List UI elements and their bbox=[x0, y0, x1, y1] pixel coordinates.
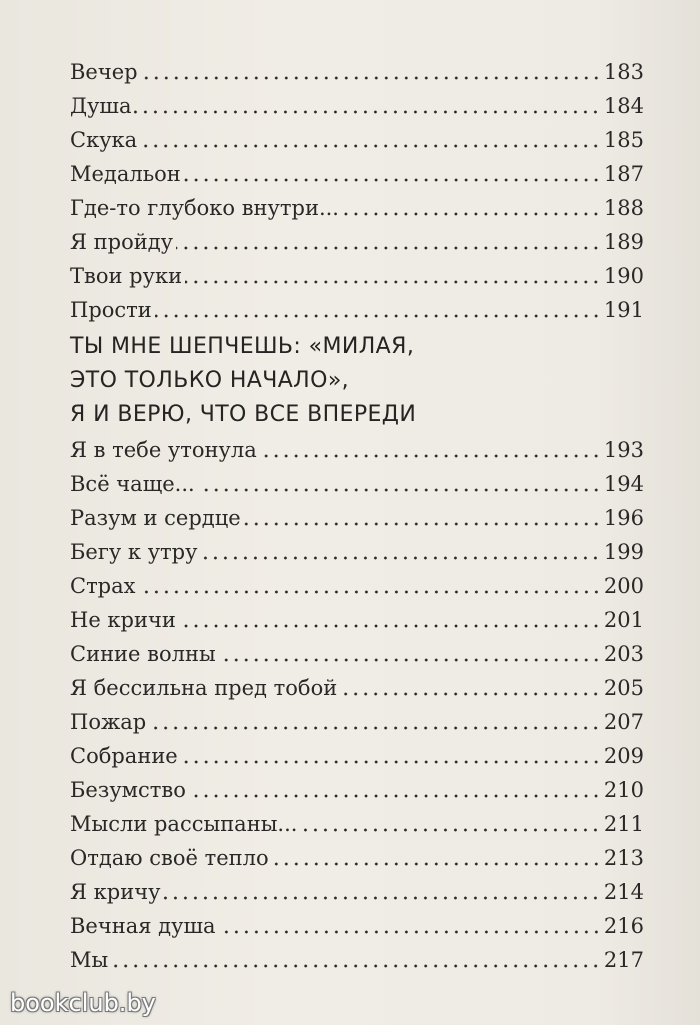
toc-entry-title: Где-то глубоко внутри... bbox=[70, 196, 339, 220]
toc-leader-dots bbox=[111, 964, 601, 968]
toc-entry-title: Твои руки bbox=[70, 264, 183, 288]
toc-leader-dots bbox=[179, 624, 601, 628]
toc-entry-page: 185 bbox=[603, 128, 644, 152]
toc-entry-page: 193 bbox=[603, 438, 644, 462]
toc-leader-dots bbox=[300, 828, 600, 832]
toc-entry-page: 209 bbox=[603, 744, 644, 768]
toc-entry-title: Безумство bbox=[70, 778, 186, 802]
toc-entry bbox=[70, 769, 644, 803]
toc-entry-title: Вечер bbox=[70, 60, 138, 84]
toc-entry-title: Бегу к утру bbox=[70, 540, 198, 564]
toc-entry-page: 187 bbox=[603, 162, 644, 186]
toc-leader-dots bbox=[340, 692, 601, 696]
toc-entry-title: Мысли рассыпаны... bbox=[70, 812, 298, 836]
toc-entry-page: 201 bbox=[603, 608, 644, 632]
toc-entry-page: 199 bbox=[603, 540, 644, 564]
toc-entry bbox=[70, 599, 644, 633]
toc-entry-title: Я кричу bbox=[70, 880, 161, 904]
toc-entry-page: 211 bbox=[603, 812, 644, 836]
toc-entry-page: 217 bbox=[603, 948, 644, 972]
toc-entry-title: Страх bbox=[70, 574, 136, 598]
toc-entry-page: 190 bbox=[603, 264, 644, 288]
toc-entry-page: 189 bbox=[603, 230, 644, 254]
toc-entry-page: 207 bbox=[603, 710, 644, 734]
toc-entry-title: Прости bbox=[70, 298, 152, 322]
toc-leader-dots bbox=[134, 110, 600, 114]
toc-entry-title: Медальон bbox=[70, 162, 181, 186]
toc-leader-dots bbox=[149, 726, 601, 730]
toc-entry-page: 183 bbox=[603, 60, 644, 84]
toc-entry bbox=[70, 735, 644, 769]
toc-leader-dots bbox=[342, 212, 601, 216]
toc-leader-dots bbox=[155, 314, 601, 318]
toc-entry bbox=[70, 837, 644, 871]
section-heading-line: ЭТО ТОЛЬКО НАЧАЛО», bbox=[70, 368, 350, 393]
toc-entry-page: 194 bbox=[603, 472, 644, 496]
toc-leader-dots bbox=[219, 658, 601, 662]
toc-entry-title: Скука bbox=[70, 128, 138, 152]
toc-entry-page: 188 bbox=[603, 196, 644, 220]
toc-entry-title: Мы bbox=[70, 948, 109, 972]
toc-entry bbox=[70, 429, 644, 463]
toc-entry-page: 200 bbox=[603, 574, 644, 598]
toc-entry-page: 216 bbox=[603, 914, 644, 938]
toc-entry bbox=[70, 255, 644, 289]
toc-entry-title: Я бессильна пред тобой bbox=[70, 676, 338, 700]
toc-leader-dots bbox=[260, 454, 601, 458]
toc-entry bbox=[70, 701, 644, 735]
toc-entry-page: 205 bbox=[603, 676, 644, 700]
toc-entry-page: 203 bbox=[603, 642, 644, 666]
toc-entry-title: Отдаю своё тепло bbox=[70, 846, 269, 870]
toc-leader-dots bbox=[184, 178, 601, 182]
toc-entry bbox=[70, 221, 644, 255]
toc-entry bbox=[70, 905, 644, 939]
toc-leader-dots bbox=[244, 522, 601, 526]
toc-entry-title: Пожар bbox=[70, 710, 147, 734]
toc-entry bbox=[70, 85, 644, 119]
toc-leader-dots bbox=[272, 862, 601, 866]
toc-entry bbox=[70, 153, 644, 187]
toc-entry-page: 213 bbox=[603, 846, 644, 870]
toc-leader-dots bbox=[163, 896, 600, 900]
toc-entry-title: Всё чаще... bbox=[70, 472, 195, 496]
toc-leader-dots bbox=[139, 590, 601, 594]
toc-entry bbox=[70, 187, 644, 221]
toc-leader-dots bbox=[141, 76, 601, 80]
toc-entry-title: Собрание bbox=[70, 744, 178, 768]
toc-leader-dots bbox=[200, 556, 600, 560]
toc-entry bbox=[70, 633, 644, 667]
section-heading-line: Я И ВЕРЮ, ЧТО ВСЕ ВПЕРЕДИ bbox=[70, 402, 417, 427]
toc-leader-dots bbox=[181, 760, 601, 764]
section-heading bbox=[70, 330, 590, 432]
toc-entry bbox=[70, 51, 644, 85]
toc-leader-dots bbox=[189, 794, 601, 798]
section-heading-line: ТЫ МНЕ ШЕПЧЕШЬ: «МИЛАЯ, bbox=[70, 334, 415, 359]
toc-entry bbox=[70, 289, 644, 323]
toc-leader-dots bbox=[185, 280, 601, 284]
toc-entry-page: 214 bbox=[603, 880, 644, 904]
toc-entry bbox=[70, 531, 644, 565]
toc-list-part-2 bbox=[70, 429, 644, 973]
toc-entry-title: Я в тебе утонула bbox=[70, 438, 257, 462]
toc-entry bbox=[70, 565, 644, 599]
toc-entry bbox=[70, 463, 644, 497]
toc-entry-page: 210 bbox=[603, 778, 644, 802]
toc-entry-title: Вечная душа bbox=[70, 914, 216, 938]
toc-leader-dots bbox=[198, 488, 601, 492]
toc-list-part-1 bbox=[70, 51, 644, 323]
toc-entry-title: Разум и сердце bbox=[70, 506, 241, 530]
toc-entry bbox=[70, 497, 644, 531]
toc-entry bbox=[70, 871, 644, 905]
toc-entry-title: Синие волны bbox=[70, 642, 216, 666]
toc-entry-title: Не кричи bbox=[70, 608, 176, 632]
toc-leader-dots bbox=[140, 144, 601, 148]
toc-entry bbox=[70, 803, 644, 837]
toc-entry bbox=[70, 667, 644, 701]
toc-entry-title: Я пройду bbox=[70, 230, 174, 254]
toc-entry bbox=[70, 119, 644, 153]
toc-leader-dots bbox=[176, 246, 601, 250]
toc-entry-page: 184 bbox=[603, 94, 644, 118]
toc-leader-dots bbox=[219, 930, 601, 934]
toc-entry bbox=[70, 939, 644, 973]
toc-entry-page: 196 bbox=[603, 506, 644, 530]
toc-entry-title: Душа bbox=[70, 94, 132, 118]
toc-entry-page: 191 bbox=[603, 298, 644, 322]
watermark: bookclub.by bbox=[10, 989, 156, 1017]
